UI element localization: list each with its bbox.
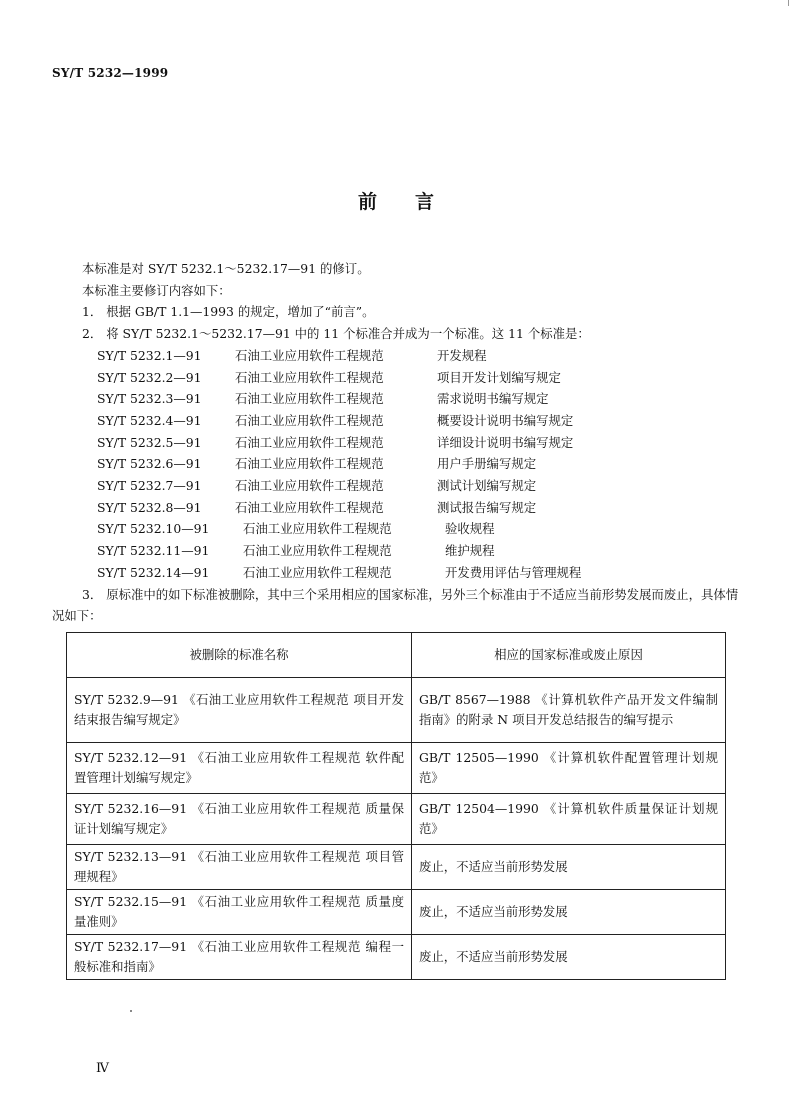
- merged-standard-row: [52, 345, 742, 367]
- standard-name: 详细设计说明书编写规定: [437, 434, 574, 450]
- replacement-cell: GB/T 12505—1990 《计算机软件配置管理计划规范》: [412, 743, 726, 794]
- standard-part: 石油工业应用软件工程规范: [243, 564, 392, 580]
- replacement-cell: 废止，不适应当前形势发展: [412, 845, 726, 890]
- table-row: [67, 890, 726, 935]
- standard-part: 石油工业应用软件工程规范: [235, 391, 384, 407]
- deleted-standard-cell: SY/T 5232.12—91 《石油工业应用软件工程规范 软件配置管理计划编写规定》: [67, 743, 412, 794]
- standard-code: SY/T 5232.6—91: [97, 456, 202, 472]
- standard-name: 开发规程: [437, 347, 487, 363]
- page-title: 前言: [357, 191, 472, 213]
- intro-line-1: 本标准是对 SY/T 5232.1～5232.17—91 的修订。: [82, 261, 370, 276]
- standard-code-header: SY/T 5232—1999: [52, 66, 169, 80]
- standard-code: SY/T 5232.8—91: [97, 499, 202, 515]
- replacement-cell: 废止，不适应当前形势发展: [412, 890, 726, 935]
- standard-part: 石油工业应用软件工程规范: [235, 478, 384, 494]
- deleted-standard-cell: SY/T 5232.9—91 《石油工业应用软件工程规范 项目开发结束报告编写规定》: [67, 678, 412, 743]
- standard-part: 石油工业应用软件工程规范: [235, 499, 384, 515]
- column-header-replacement: 相应的国家标准或废止原因: [412, 633, 726, 678]
- standard-part: 石油工业应用软件工程规范: [243, 543, 392, 559]
- merged-standard-row: [52, 410, 742, 432]
- deleted-standard-cell: SY/T 5232.17—91 《石油工业应用软件工程规范 编程一般标准和指南》: [67, 935, 412, 980]
- page-edge-mark: [788, 0, 789, 6]
- merged-standard-row: [52, 388, 742, 410]
- standard-code: SY/T 5232.1—91: [97, 347, 202, 363]
- standard-code: SY/T 5232.2—91: [97, 369, 202, 385]
- intro-line-2: 本标准主要修订内容如下：: [82, 282, 231, 298]
- revision-item-3: 3． 原标准中的如下标准被删除，其中三个采用相应的国家标准，另外三个标准由于不适应当前形势发展而废止，具体情况如下：: [52, 586, 739, 624]
- column-header-deleted: 被删除的标准名称: [67, 633, 412, 678]
- standard-part: 石油工业应用软件工程规范: [235, 456, 384, 472]
- merged-standard-row: [52, 475, 742, 497]
- standard-name: 维护规程: [445, 543, 495, 559]
- standard-name: 项目开发计划编写规定: [437, 369, 561, 385]
- merged-standard-row: [52, 453, 742, 475]
- revision-item-1: 1． 根据 GB/T 1.1—1993 的规定，增加了“前言”。: [82, 304, 375, 320]
- table-row: [67, 845, 726, 890]
- deleted-standard-cell: SY/T 5232.15—91 《石油工业应用软件工程规范 质量度量准则》: [67, 890, 412, 935]
- replacement-cell: GB/T 8567—1988 《计算机软件产品开发文件编制指南》的附录 N 项目开发总结报告的编写提示: [412, 678, 726, 743]
- merged-standard-row: [52, 432, 742, 454]
- standard-name: 测试计划编写规定: [437, 478, 537, 494]
- standard-part: 石油工业应用软件工程规范: [235, 347, 384, 363]
- page-number: Ⅳ: [96, 1061, 109, 1076]
- standard-name: 概要设计说明书编写规定: [437, 412, 574, 428]
- standard-name: 开发费用评估与管理规程: [445, 564, 582, 580]
- table-row: [67, 794, 726, 845]
- table-row: [67, 743, 726, 794]
- replacement-cell: GB/T 12504—1990 《计算机软件质量保证计划规范》: [412, 794, 726, 845]
- table-row: [67, 935, 726, 980]
- standard-part: 石油工业应用软件工程规范: [235, 412, 384, 428]
- foreword-body: [52, 258, 742, 627]
- standard-code: SY/T 5232.3—91: [97, 391, 202, 407]
- standard-name: 验收规程: [445, 521, 495, 537]
- merged-standard-row: [52, 562, 742, 584]
- standard-part: 石油工业应用软件工程规范: [243, 521, 392, 537]
- merged-standard-row: [52, 367, 742, 389]
- deleted-standard-cell: SY/T 5232.16—91 《石油工业应用软件工程规范 质量保证计划编写规定》: [67, 794, 412, 845]
- merged-standard-row: [52, 497, 742, 519]
- standard-code: SY/T 5232.5—91: [97, 434, 202, 450]
- scan-speck: [130, 1010, 132, 1012]
- merged-standard-row: [52, 540, 742, 562]
- deleted-standards-table: [66, 632, 726, 980]
- table-header-row: [67, 633, 726, 678]
- standard-code: SY/T 5232.4—91: [97, 412, 202, 428]
- standard-part: 石油工业应用软件工程规范: [235, 434, 384, 450]
- standard-code: SY/T 5232.7—91: [97, 478, 202, 494]
- replacement-cell: 废止，不适应当前形势发展: [412, 935, 726, 980]
- revision-item-2: 2． 将 SY/T 5232.1～5232.17—91 中的 11 个标准合并成为一个标准。这 11 个标准是：: [82, 326, 590, 342]
- table-row: [67, 678, 726, 743]
- standard-name: 测试报告编写规定: [437, 499, 537, 515]
- standard-code: SY/T 5232.11—91: [97, 543, 210, 559]
- deleted-standard-cell: SY/T 5232.13—91 《石油工业应用软件工程规范 项目管理规程》: [67, 845, 412, 890]
- standard-code: SY/T 5232.14—91: [97, 564, 210, 580]
- standard-code: SY/T 5232.10—91: [97, 521, 210, 537]
- standard-part: 石油工业应用软件工程规范: [235, 369, 384, 385]
- standard-name: 用户手册编写规定: [437, 456, 537, 472]
- merged-standard-row: [52, 518, 742, 540]
- standard-name: 需求说明书编写规定: [437, 391, 549, 407]
